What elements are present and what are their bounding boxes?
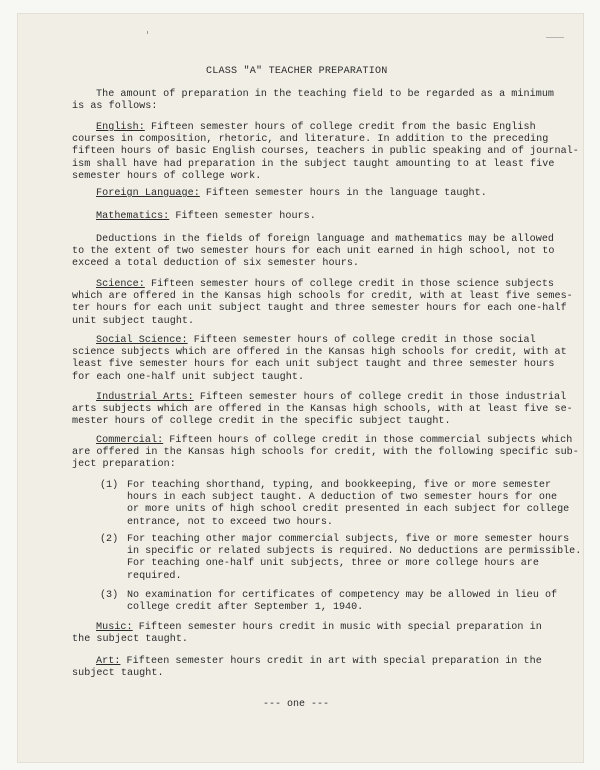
item-line: For teaching shorthand, typing, and bookkeeping, five or more semester <box>127 480 552 491</box>
industrial-arts-paragraph <box>72 392 573 429</box>
industrial-arts-text: Fifteen semester hours of college credit in those industrial <box>193 392 567 403</box>
english-line: fifteen hours of basic English courses, teachers in public speaking and of journal- <box>72 146 579 158</box>
commercial-heading: Commercial: <box>96 435 164 446</box>
industrial-arts-line: mester hours of college credit in the specific subject taught. <box>72 416 451 428</box>
intro-paragraph <box>72 89 555 113</box>
social-science-line: for each one-half unit subject taught. <box>72 371 305 383</box>
science-heading: Science: <box>96 279 145 290</box>
item-line: in specific or related subjects is required. No deductions are permissible. <box>127 546 582 558</box>
deductions-paragraph <box>72 234 555 271</box>
industrial-arts-line: arts subjects which are offered in the Kansas high schools, with at least five se- <box>72 404 573 416</box>
item-line: entrance, not to exceed two hours. <box>127 516 333 528</box>
english-heading: English: <box>96 122 145 133</box>
social-science-line: least five semester hours for each unit subject taught and three semester hours <box>72 359 555 371</box>
item-line: For teaching other major commercial subjects, five or more semester hours <box>127 534 570 545</box>
mathematics-heading: Mathematics: <box>96 211 170 222</box>
commercial-line: are offered in the Kansas high schools for credit, with the following specific sub- <box>72 447 579 459</box>
music-line: the subject taught. <box>72 634 189 646</box>
item-line: or more units of high school credit presented in each subject for college <box>127 504 570 516</box>
page-number: --- one --- <box>263 699 330 710</box>
social-science-text: Fifteen semester hours of college credit in those social <box>187 335 536 346</box>
foreign-language-text: Fifteen semester hours in the language taught. <box>199 188 487 199</box>
music-heading: Music: <box>96 622 133 633</box>
science-line: ter hours for each unit subject taught and three semester hours for each one-half <box>72 303 567 315</box>
science-line: which are offered in the Kansas high schools for credit, with at least five semes- <box>72 291 573 303</box>
science-paragraph <box>72 279 573 328</box>
item-line: No examination for certificates of competency may be allowed in lieu of <box>127 590 558 601</box>
scan-mark <box>147 31 148 34</box>
english-text: Fifteen semester hours of college credit from the basic English <box>144 122 536 133</box>
scan-mark <box>546 37 564 38</box>
deductions-line: Deductions in the fields of foreign language and mathematics may be allowed <box>96 234 555 245</box>
intro-line: is as follows: <box>72 101 158 113</box>
foreign-language-paragraph <box>72 188 552 200</box>
commercial-item <box>127 590 558 614</box>
art-text: Fifteen semester hours credit in art with special preparation in the <box>120 656 542 667</box>
item-number: (3) <box>100 590 119 601</box>
item-number: (1) <box>100 480 119 491</box>
commercial-item <box>127 534 582 583</box>
commercial-text: Fifteen hours of college credit in those commercial subjects which <box>163 435 573 446</box>
item-line: For teaching one-half unit subjects, three or more college hours are <box>127 558 539 570</box>
english-paragraph <box>72 122 579 183</box>
art-paragraph <box>72 656 552 680</box>
science-line: unit subject taught. <box>72 315 195 327</box>
item-number: (2) <box>100 534 119 545</box>
item-line: college credit after September 1, 1940. <box>127 602 364 614</box>
english-line: semester hours of college work. <box>72 170 262 182</box>
art-heading: Art: <box>96 656 121 667</box>
mathematics-paragraph <box>72 211 552 223</box>
mathematics-text: Fifteen semester hours. <box>169 211 316 222</box>
social-science-heading: Social Science: <box>96 335 188 346</box>
science-text: Fifteen semester hours of college credit in those science subjects <box>144 279 555 290</box>
music-paragraph <box>72 622 552 646</box>
art-line: subject taught. <box>72 668 164 680</box>
industrial-arts-heading: Industrial Arts: <box>96 392 194 403</box>
english-line: ism shall have had preparation in the subject taught amounting to at least five <box>72 158 555 170</box>
document-title: CLASS "A" TEACHER PREPARATION <box>206 66 388 77</box>
foreign-language-heading: Foreign Language: <box>96 188 200 199</box>
deductions-line: to the extent of two semester hours for each unit earned in high school, not to <box>72 246 555 258</box>
commercial-item <box>127 480 570 529</box>
music-text: Fifteen semester hours credit in music with special preparation in <box>132 622 542 633</box>
english-line: courses in composition, rhetoric, and literature. In addition to the preceding <box>72 134 549 146</box>
intro-line: The amount of preparation in the teaching field to be regarded as a minimum <box>96 89 555 100</box>
item-line: hours in each subject taught. A deduction of two semester hours for one <box>127 492 558 504</box>
item-line: required. <box>127 570 182 582</box>
deductions-line: exceed a total deduction of six semester hours. <box>72 258 360 270</box>
commercial-line: ject preparation: <box>72 459 176 471</box>
social-science-line: science subjects which are offered in the Kansas high schools for credit, with at <box>72 347 567 359</box>
social-science-paragraph <box>72 335 567 384</box>
commercial-paragraph <box>72 435 579 472</box>
